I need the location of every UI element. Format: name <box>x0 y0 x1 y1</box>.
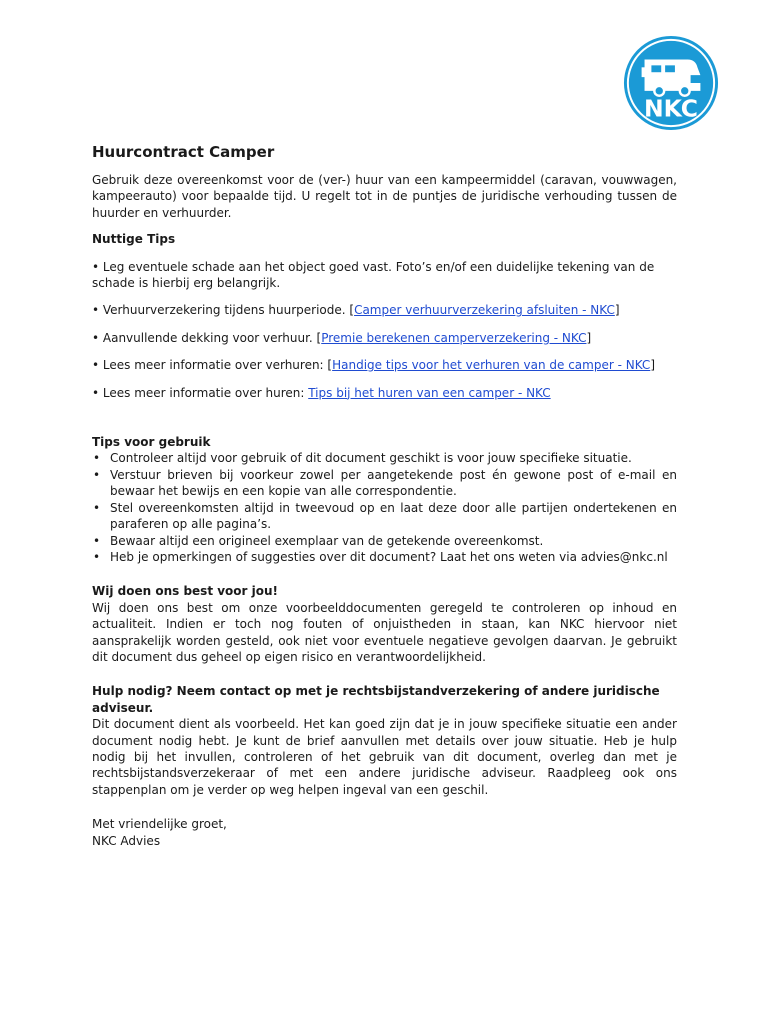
closing-line: Met vriendelijke groet, <box>92 817 227 832</box>
list-item: • Bewaar altijd een origineel exemplaar van de getekende overeenkomst. <box>92 533 677 549</box>
signature: NKC Advies <box>92 833 161 848</box>
link-verhuurverzekering[interactable]: Camper verhuurverzekering afsluiten - NKC <box>354 303 615 318</box>
list-item: • Stel overeenkomsten altijd in tweevoud op en laat deze door alle partijen ondertekenen en paraferen op alle pagina’s. <box>92 500 677 533</box>
list-item: • Verstuur brieven bij voorkeur zowel per aangetekende post én gewone post of e-mail en bewaar het bewijs en een kopie van alle correspondentie. <box>92 467 677 500</box>
document-body <box>92 142 677 849</box>
tips-heading: Nuttige Tips <box>92 232 176 247</box>
list-item: • Heb je opmerkingen of suggesties over dit document? Laat het ons weten via advies@nkc.nl <box>92 549 677 565</box>
nkc-logo <box>622 34 720 132</box>
intro-paragraph: Gebruik deze overeenkomst voor de (ver-) huur van een kampeermiddel (caravan, vouwwagen, kampeerauto) voor bepaalde tijd. U regelt tot in de puntjes de juridische verhouding tussen de huurder en verhuurder. <box>92 173 677 220</box>
tip-damage: • Leg eventuele schade aan het object goed vast. Foto’s en/of een duidelijke tekening van de schade is hierbij erg belangrijk. <box>92 259 655 291</box>
link-tips-verhuren[interactable]: Handige tips voor het verhuren van de camper - NKC <box>332 358 651 373</box>
usage-heading: Tips voor gebruik <box>92 435 211 450</box>
help-heading: Hulp nodig? Neem contact op met je rechtsbijstandverzekering of andere juridische adviseur. <box>92 684 660 715</box>
svg-text:NKC: NKC <box>643 94 699 123</box>
tip-coverage: • Aanvullende dekking voor verhuur. [Premie berekenen camperverzekering - NKC] <box>92 330 592 345</box>
best-heading: Wij doen ons best voor jou! <box>92 584 279 599</box>
help-paragraph: Dit document dient als voorbeeld. Het kan goed zijn dat je in jouw specifieke situatie een ander document nodig hebt. Je kunt de brief aanvullen met details over jouw situatie. Heb je hulp nodig bij het invullen, controleren of het gebruik van dit document, overleg dan met je rechtsbijstandsverzekeraar of met een andere juridische adviseur. Raadpleeg ook ons stappenplan om je verder op weg helpen ingeval van een geschil. <box>92 717 677 797</box>
best-paragraph: Wij doen ons best om onze voorbeelddocumenten geregeld te controleren op inhoud en actualiteit. Indien er toch nog fouten of onjuistheden in staan, kan NKC hiervoor niet aansprakelijk worden gesteld, ook niet voor eventuele negatieve gevolgen daarvan. Je gebruikt dit document dus geheel op eigen risico en verantwoordelijkheid. <box>92 600 677 664</box>
tip-insurance: • Verhuurverzekering tijdens huurperiode. [Camper verhuurverzekering afsluiten - NKC] <box>92 303 620 318</box>
link-tips-huren[interactable]: Tips bij het huren van een camper - NKC <box>308 385 551 400</box>
usage-list <box>92 450 677 565</box>
tip-huren: • Lees meer informatie over huren: Tips bij het huren van een camper - NKC <box>92 385 551 400</box>
list-item: • Controleer altijd voor gebruik of dit document geschikt is voor jouw specifieke situatie. <box>92 450 677 466</box>
tip-verhuren: • Lees meer informatie over verhuren: [Handige tips voor het verhuren van de camper - NKC] <box>92 358 655 373</box>
document-title: Huurcontract Camper <box>92 143 275 161</box>
link-premie-berekenen[interactable]: Premie berekenen camperverzekering - NKC <box>321 330 587 345</box>
